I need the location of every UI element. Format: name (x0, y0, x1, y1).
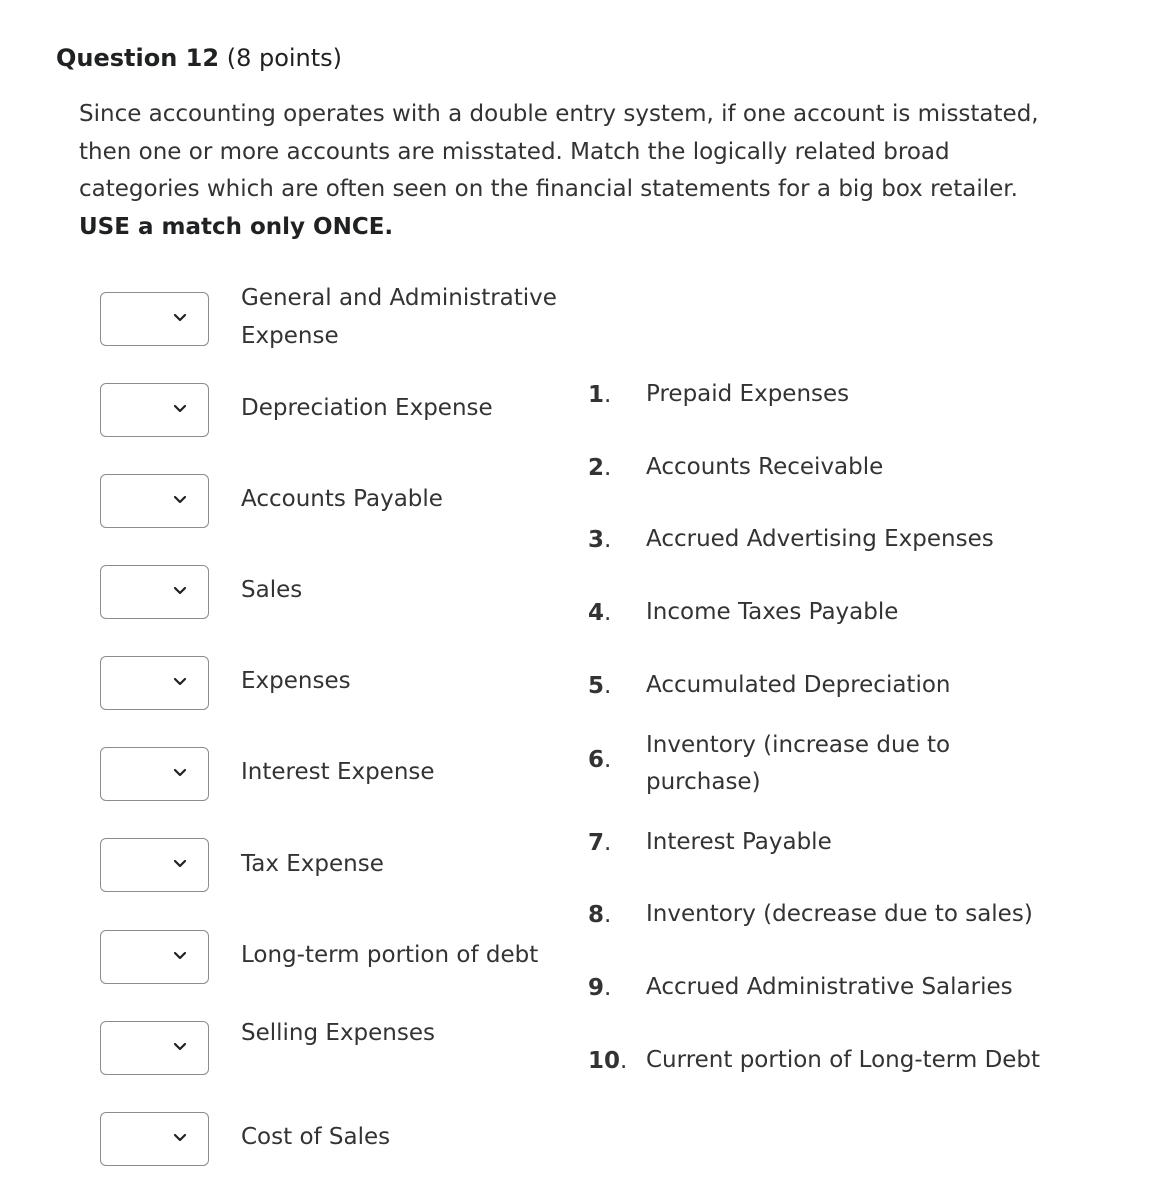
prompt-label-3: Accounts Payable (241, 486, 443, 512)
choice-number-5: 5. (588, 673, 612, 699)
choice-label-5: Accumulated Depreciation (646, 672, 951, 698)
match-select-3[interactable] (100, 474, 209, 528)
match-select-1[interactable] (100, 292, 209, 346)
match-select-7[interactable] (100, 838, 209, 892)
choice-number-8: 8. (588, 902, 612, 928)
choice-number-4: 4. (588, 600, 612, 626)
prompt-label-7: Tax Expense (241, 851, 384, 877)
chevron-down-icon (173, 677, 187, 687)
chevron-down-icon (173, 404, 187, 414)
match-select-10[interactable] (100, 1112, 209, 1166)
choice-label-10: Current portion of Long-term Debt (646, 1047, 1041, 1073)
chevron-down-icon (173, 586, 187, 596)
choice-number-6: 6. (588, 747, 612, 773)
question-title: Question 12 (56, 44, 220, 72)
choice-label-8: Inventory (decrease due to sales) (646, 901, 1033, 927)
choice-label-4: Income Taxes Payable (646, 599, 899, 625)
match-select-9[interactable] (100, 1021, 209, 1075)
prompt-label-9: Selling Expenses (241, 1020, 435, 1046)
prompt-label-2: Depreciation Expense (241, 395, 493, 421)
question-instruction: USE a match only ONCE. (79, 213, 394, 240)
chevron-down-icon (173, 1133, 187, 1143)
match-select-6[interactable] (100, 747, 209, 801)
match-select-5[interactable] (100, 656, 209, 710)
chevron-down-icon (173, 859, 187, 869)
choice-label-6: Inventory (increase due to purchase) (646, 732, 951, 795)
match-select-4[interactable] (100, 565, 209, 619)
choice-label-9: Accrued Administrative Salaries (646, 974, 1013, 1000)
prompt-label-4: Sales (241, 577, 303, 603)
choice-number-7: 7. (588, 830, 612, 856)
chevron-down-icon (173, 768, 187, 778)
choice-label-1: Prepaid Expenses (646, 381, 850, 407)
prompt-label-8: Long-term portion of debt (241, 942, 539, 968)
prompt-label-1: General and Administrative Expense (241, 285, 557, 349)
chevron-down-icon (173, 313, 187, 323)
chevron-down-icon (173, 951, 187, 961)
match-select-2[interactable] (100, 383, 209, 437)
chevron-down-icon (173, 1042, 187, 1052)
choice-number-10: 10. (588, 1048, 628, 1074)
prompt-label-10: Cost of Sales (241, 1124, 391, 1150)
choice-number-3: 3. (588, 527, 612, 553)
choice-number-2: 2. (588, 455, 612, 481)
choice-number-9: 9. (588, 975, 612, 1001)
choice-label-7: Interest Payable (646, 829, 832, 855)
choice-label-2: Accounts Receivable (646, 454, 884, 480)
question-text (79, 96, 1059, 246)
choice-number-1: 1. (588, 382, 612, 408)
question-header (56, 44, 342, 72)
choice-label-3: Accrued Advertising Expenses (646, 526, 994, 552)
question-points: (8 points) (219, 44, 343, 72)
question-body: Since accounting operates with a double entry system, if one account is misstated, then one or more accounts are misstated. Match the logically related broad categories which are often seen on the financial statements for a big box retailer. (79, 101, 1039, 202)
match-select-8[interactable] (100, 930, 209, 984)
prompt-label-6: Interest Expense (241, 759, 435, 785)
chevron-down-icon (173, 495, 187, 505)
prompt-label-5: Expenses (241, 668, 351, 694)
